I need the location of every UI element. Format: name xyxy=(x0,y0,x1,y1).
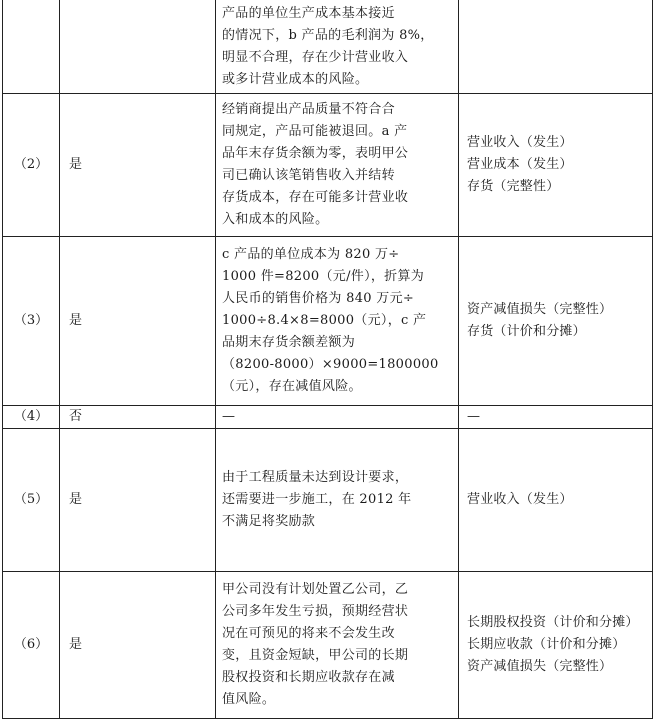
item-number-cell: （4） xyxy=(3,406,60,429)
table-body xyxy=(3,0,653,719)
risk-flag-cell: 是 xyxy=(60,429,216,572)
account-assertion-line: 营业成本（发生） xyxy=(467,157,573,172)
item-number-cell: （6） xyxy=(3,572,60,719)
risk-description-cell xyxy=(216,572,459,719)
risk-flag-cell xyxy=(60,0,216,94)
description-line: 品期末存货余额差额为 xyxy=(222,335,356,350)
description-line: 存货成本，存在可能多计营业收 xyxy=(222,190,409,205)
account-assertion-line: 营业收入（发生） xyxy=(467,135,573,150)
account-assertion-line: — xyxy=(467,409,481,424)
account-assertion-line: 长期股权投资（计价和分摊） xyxy=(467,615,639,630)
description-line: 值风险。 xyxy=(222,692,276,707)
description-line: 变，且资金短缺，甲公司的长期 xyxy=(222,648,409,663)
account-assertion-cell xyxy=(459,237,653,406)
risk-description-cell xyxy=(216,237,459,406)
description-line: — xyxy=(222,409,236,424)
description-line: 人民币的销售价格为 840 万元÷ xyxy=(222,291,415,306)
account-assertion-cell xyxy=(459,94,653,237)
description-line: 明显不合理，存在少计营业收入 xyxy=(222,49,409,65)
account-assertion-line: 资产减值损失（完整性） xyxy=(467,302,613,317)
risk-description-cell xyxy=(216,406,459,429)
description-line: 由于工程质量未达到设计要求， xyxy=(222,470,409,485)
risk-description-cell xyxy=(216,0,459,94)
item-number-cell: （3） xyxy=(3,237,60,406)
description-line: 产品的单位生产成本基本接近 xyxy=(222,5,395,21)
account-assertion-line: 存货（计价和分摊） xyxy=(467,324,586,339)
account-assertion-cell xyxy=(459,0,653,94)
account-assertion-cell xyxy=(459,572,653,719)
item-number-cell: （2） xyxy=(3,94,60,237)
description-line: （元），存在减值风险。 xyxy=(222,379,362,394)
description-line: 还需要进一步施工，在 2012 年 xyxy=(222,492,412,507)
table-row xyxy=(3,237,653,406)
description-line: 司已确认该笔销售收入并结转 xyxy=(222,168,395,183)
description-line: c 产品的单位成本为 820 万÷ xyxy=(222,247,400,262)
description-line: 经销商提出产品质量不符合合 xyxy=(222,102,395,117)
description-line: 公司多年发生亏损，预期经营状 xyxy=(222,604,409,619)
item-number-cell xyxy=(3,0,60,94)
description-line: 股权投资和长期应收款存在减 xyxy=(222,670,395,685)
description-line: 或多计营业成本的风险。 xyxy=(222,71,369,87)
description-line: 品年末存货余额为零，表明甲公 xyxy=(222,146,409,161)
account-assertion-cell xyxy=(459,429,653,572)
table-row xyxy=(3,0,653,94)
risk-analysis-table xyxy=(2,0,653,719)
description-line: 1000 件=8200（元/件），折算为 xyxy=(222,269,425,284)
risk-description-cell xyxy=(216,429,459,572)
description-line: 的情况下，b 产品的毛利润为 8%， xyxy=(222,27,434,43)
risk-flag-cell: 是 xyxy=(60,94,216,237)
account-assertion-line: 存货（完整性） xyxy=(467,179,560,194)
description-line: 甲公司没有计划处置乙公司，乙 xyxy=(222,582,409,597)
description-line: 1000÷8.4×8=8000（元），c 产 xyxy=(222,313,427,328)
risk-flag-cell: 否 xyxy=(60,406,216,429)
risk-description-cell xyxy=(216,94,459,237)
account-assertion-cell xyxy=(459,406,653,429)
description-line: 入和成本的风险。 xyxy=(222,212,329,227)
description-line: （8200-8000）×9000=1800000 xyxy=(222,357,439,372)
risk-flag-cell: 是 xyxy=(60,237,216,406)
item-number-cell: （5） xyxy=(3,429,60,572)
account-assertion-line: 资产减值损失（完整性） xyxy=(467,659,613,674)
description-line: 不满足将奖励款 xyxy=(222,514,316,529)
description-line: 况在可预见的将来不会发生改 xyxy=(222,626,395,641)
table-row xyxy=(3,94,653,237)
description-line: 同规定，产品可能被退回。a 产 xyxy=(222,124,408,139)
account-assertion-line: 长期应收款（计价和分摊） xyxy=(467,637,626,652)
table-row xyxy=(3,572,653,719)
table-row xyxy=(3,429,653,572)
account-assertion-line: 营业收入（发生） xyxy=(467,492,573,507)
risk-flag-cell: 是 xyxy=(60,572,216,719)
table-row xyxy=(3,406,653,429)
